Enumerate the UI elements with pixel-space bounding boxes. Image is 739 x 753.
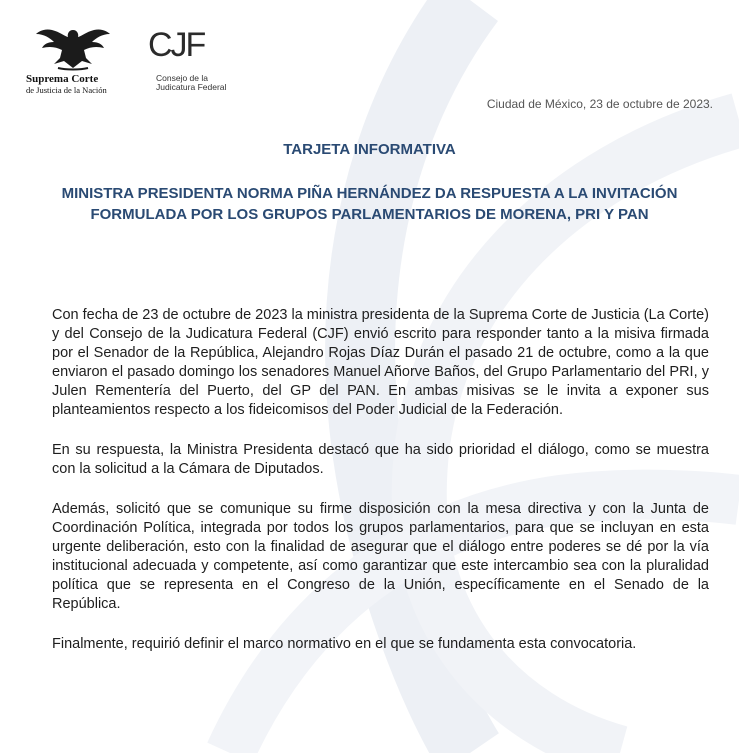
scjn-subtitle: de Justicia de la Nación [26, 85, 107, 95]
paragraph: Finalmente, requirió definir el marco normativo en el que se fundamenta esta convocatoria. [52, 636, 637, 652]
paragraph: Además, solicitó que se comunique su firme disposición con la mesa directiva y con la Junta de Coordinación Política, integrada por todos los grupos parlamentarios, para que se incluyan en esta urgente deliberación, esto con la finalidad de asegurar que el diálogo entre poderes se dé por la vía institucional adecuada y competente, así como garantizar que este intercambio sea con la pluralidad política que se representa en el Congreso de la Unión, específicamente en el Senado de la República. [52, 501, 709, 612]
cjf-name-line2: Judicatura Federal [156, 82, 227, 92]
scjn-name: Suprema Corte [26, 73, 99, 85]
card-title: TARJETA INFORMATIVA [283, 141, 456, 158]
scjn-logo [26, 24, 122, 100]
cjf-name-line1: Consejo de la [156, 73, 208, 83]
cjf-monogram: CJF [148, 26, 205, 64]
place-date: Ciudad de México, 23 de octubre de 2023. [486, 97, 713, 111]
paragraph: En su respuesta, la Ministra Presidenta destacó que ha sido prioridad el diálogo, como se muestra con la solicitud a la Cámara de Diputados. [52, 442, 709, 477]
cjf-name [148, 74, 238, 92]
eagle-emblem-icon [34, 24, 112, 72]
headline: MINISTRA PRESIDENTA NORMA PIÑA HERNÁNDEZ DA RESPUESTA A LA INVITACIÓN FORMULADA POR LOS GRUPOS PARLAMENTARIOS DE MORENA, PRI Y PAN [61, 185, 678, 223]
paragraph: Con fecha de 23 de octubre de 2023 la ministra presidenta de la Suprema Corte de Justicia (La Corte) y del Consejo de la Judicatura Federal (CJF) envió escrito para responder tanto a la misiva firmada por el Senador de la República, Alejandro Rojas Díaz Durán el pasado 21 de octubre, como a la que enviaron el pasado domingo los senadores Manuel Añorve Baños, del Grupo Parlamentario del PRI, y Julen Rementería del Puerto, del GP del PAN. En ambas misivas se le invita a exponer sus planteamientos respecto a los fideicomisos del Poder Judicial de la Federación. [52, 307, 709, 418]
cjf-logo [148, 28, 238, 98]
body-text [52, 306, 709, 675]
